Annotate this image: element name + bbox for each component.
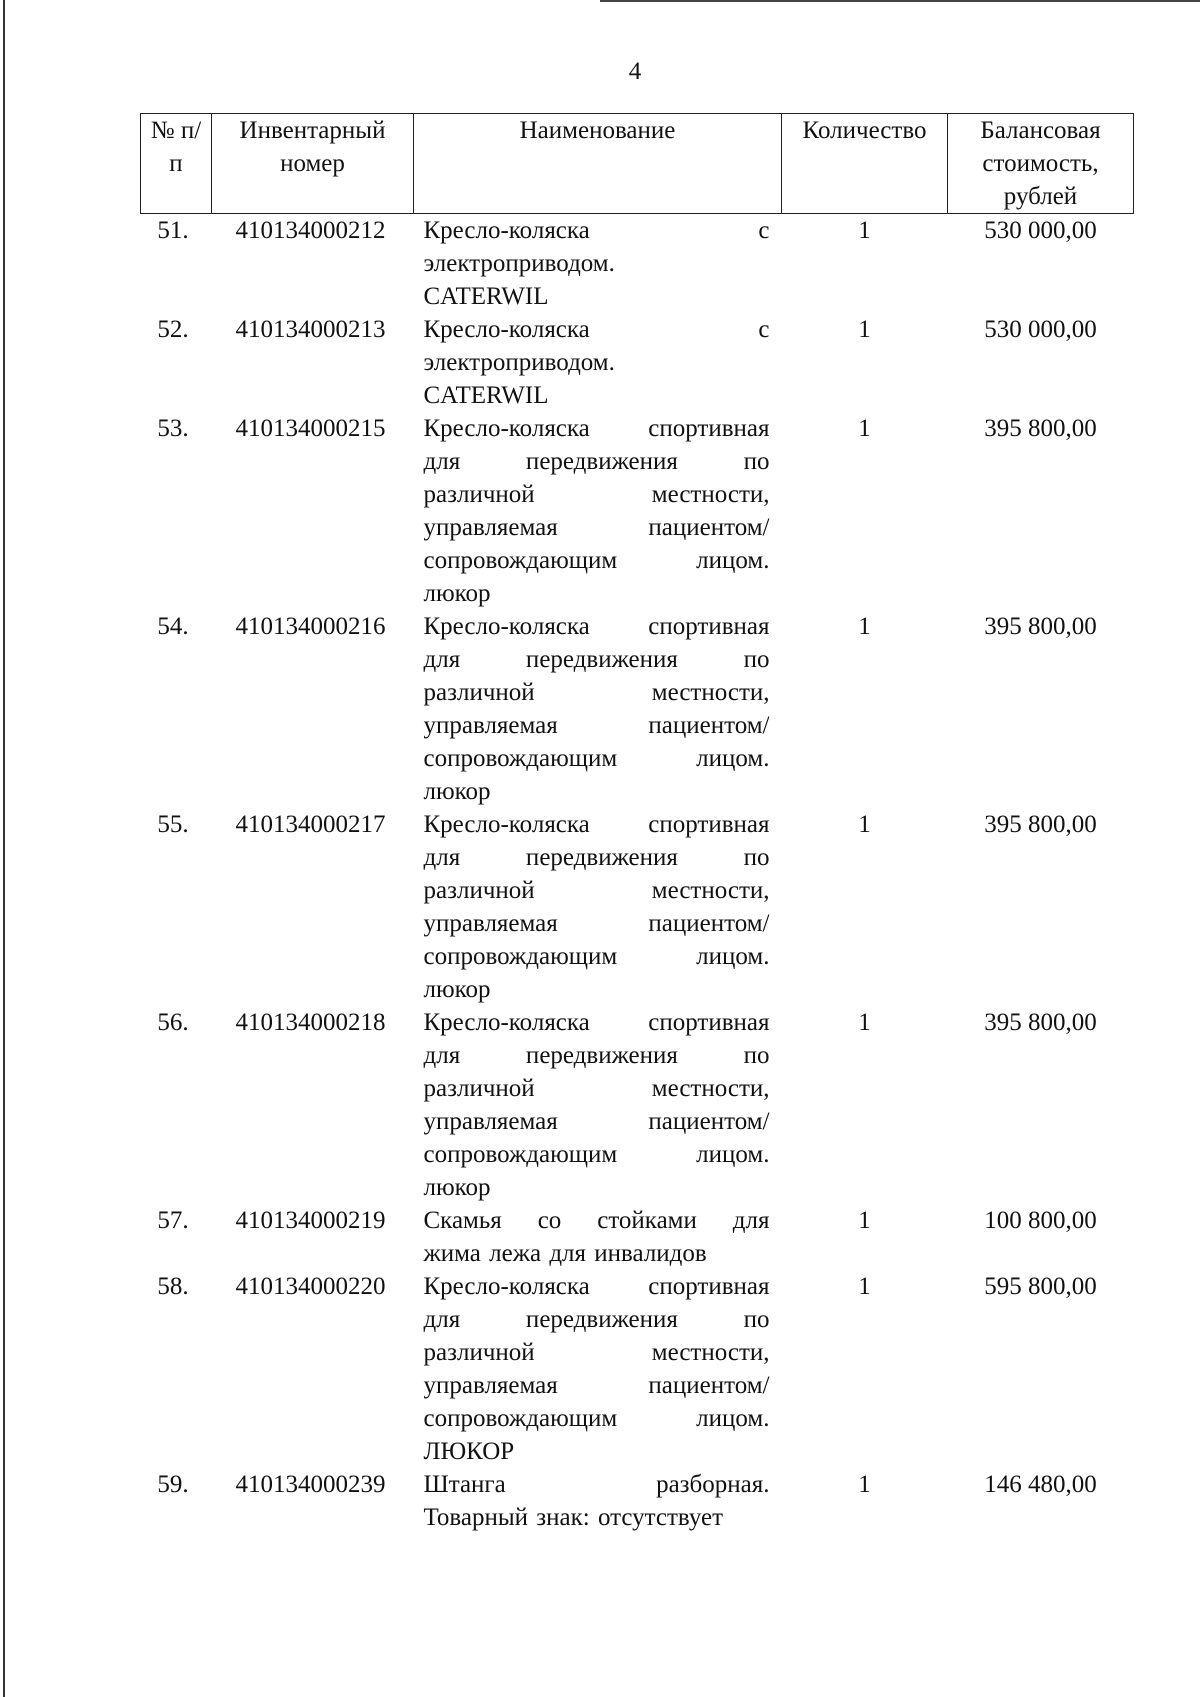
table-body (141, 214, 1134, 1535)
table-row (141, 610, 1134, 808)
row-name-line: для передвижения по (423, 1042, 770, 1069)
row-name-line: CATERWIL (423, 283, 549, 310)
row-name-line: ЛЮКОР (423, 1438, 515, 1465)
row-quantity: 1 (858, 1009, 871, 1036)
header-name: Наименование (414, 114, 782, 214)
row-name (414, 1468, 782, 1534)
row-name-line: сопровождающим лицом. (423, 943, 770, 970)
row-name-line: управляемая пациентом/ (423, 1108, 770, 1135)
row-inventory-number: 410134000216 (235, 613, 386, 640)
row-quantity: 1 (858, 613, 871, 640)
row-number: 59. (157, 1471, 189, 1498)
row-name-line: различной местности, (423, 1075, 770, 1102)
row-name-line: сопровождающим лицом. (423, 745, 770, 772)
row-cost: 530 000,00 (984, 217, 1097, 244)
row-name (414, 313, 782, 412)
row-name (414, 1270, 782, 1468)
row-name (414, 610, 782, 808)
table-row (141, 1204, 1134, 1270)
row-name-line: для передвижения по (423, 1306, 770, 1333)
row-name-line: жима лежа для инвалидов (423, 1240, 707, 1267)
row-number: 57. (157, 1207, 189, 1234)
row-name-line: электроприводом. (423, 250, 615, 277)
row-cost: 395 800,00 (984, 415, 1097, 442)
row-name (414, 808, 782, 1006)
row-quantity: 1 (858, 1471, 871, 1498)
row-name-line: Штанга разборная. (423, 1471, 770, 1498)
row-name-line: Кресло-коляска спортивная (423, 811, 770, 838)
row-name-line: управляемая пациентом/ (423, 1372, 770, 1399)
row-inventory-number: 410134000218 (235, 1009, 386, 1036)
row-name-line: Кресло-коляска спортивная (423, 613, 770, 640)
header-cost-line1: Балансовая (980, 117, 1101, 144)
row-name-line: сопровождающим лицом. (423, 1141, 770, 1168)
row-name (414, 412, 782, 610)
header-cost-line2: стоимость, (982, 150, 1099, 177)
row-inventory-number: 410134000212 (235, 217, 386, 244)
row-name-line: управляемая пациентом/ (423, 514, 770, 541)
row-name-line: Кресло-коляска спортивная (423, 415, 770, 442)
row-number: 52. (157, 316, 189, 343)
row-cost: 395 800,00 (984, 811, 1097, 838)
row-quantity: 1 (858, 811, 871, 838)
row-name-line: Скамья со стойками для (423, 1207, 770, 1234)
row-name-line: Товарный знак: отсутствует (423, 1504, 724, 1531)
row-quantity: 1 (858, 415, 871, 442)
row-name-line: Кресло-коляска с (423, 217, 770, 244)
table-row (141, 214, 1134, 314)
page-number: 4 (628, 58, 642, 85)
table-row (141, 1468, 1134, 1534)
row-number: 53. (157, 415, 189, 442)
scan-left-edge (3, 0, 5, 1697)
row-inventory-number: 410134000219 (235, 1207, 386, 1234)
scan-top-edge (600, 0, 1200, 2)
row-name-line: сопровождающим лицом. (423, 1405, 770, 1432)
row-inventory-number: 410134000215 (235, 415, 386, 442)
row-cost: 595 800,00 (984, 1273, 1097, 1300)
row-name-line: различной местности, (423, 877, 770, 904)
row-quantity: 1 (858, 1207, 871, 1234)
header-cost-line3: рублей (1003, 183, 1078, 210)
row-inventory-number: 410134000213 (235, 316, 386, 343)
row-name-line: различной местности, (423, 1339, 770, 1366)
row-quantity: 1 (858, 1273, 871, 1300)
row-name-line: электроприводом. (423, 349, 615, 376)
table-row (141, 1270, 1134, 1468)
row-name-line: для передвижения по (423, 448, 770, 475)
row-cost: 146 480,00 (984, 1471, 1097, 1498)
row-name-line: люкор (423, 778, 491, 805)
header-quantity: Количество (782, 114, 948, 214)
row-cost: 395 800,00 (984, 613, 1097, 640)
row-number: 56. (157, 1009, 189, 1036)
row-name (414, 214, 782, 314)
table-header (141, 114, 1134, 214)
row-name-line: различной местности, (423, 481, 770, 508)
row-number: 55. (157, 811, 189, 838)
row-cost: 395 800,00 (984, 1009, 1097, 1036)
row-name-line: различной местности, (423, 679, 770, 706)
header-inventory: Инвентарный номер (212, 114, 414, 214)
row-name-line: управляемая пациентом/ (423, 910, 770, 937)
row-name-line: люкор (423, 1174, 491, 1201)
row-cost: 530 000,00 (984, 316, 1097, 343)
row-name-line: Кресло-коляска спортивная (423, 1273, 770, 1300)
row-number: 54. (157, 613, 189, 640)
row-inventory-number: 410134000217 (235, 811, 386, 838)
inventory-table (140, 113, 1134, 1534)
row-name-line: Кресло-коляска спортивная (423, 1009, 770, 1036)
table-row (141, 412, 1134, 610)
row-name-line: люкор (423, 580, 491, 607)
table-row (141, 313, 1134, 412)
row-name-line: сопровождающим лицом. (423, 547, 770, 574)
row-name-line: CATERWIL (423, 382, 549, 409)
row-inventory-number: 410134000239 (235, 1471, 386, 1498)
table-row (141, 1006, 1134, 1204)
row-inventory-number: 410134000220 (235, 1273, 386, 1300)
table-row (141, 808, 1134, 1006)
row-name (414, 1006, 782, 1204)
row-quantity: 1 (858, 316, 871, 343)
row-name-line: Кресло-коляска с (423, 316, 770, 343)
row-name-line: люкор (423, 976, 491, 1003)
row-name (414, 1204, 782, 1270)
row-name-line: для передвижения по (423, 844, 770, 871)
row-number: 51. (157, 217, 189, 244)
row-name-line: для передвижения по (423, 646, 770, 673)
header-cost (948, 114, 1134, 214)
row-name-line: управляемая пациентом/ (423, 712, 770, 739)
header-num: № п/п (141, 114, 212, 214)
row-cost: 100 800,00 (984, 1207, 1097, 1234)
row-number: 58. (157, 1273, 189, 1300)
row-quantity: 1 (858, 217, 871, 244)
